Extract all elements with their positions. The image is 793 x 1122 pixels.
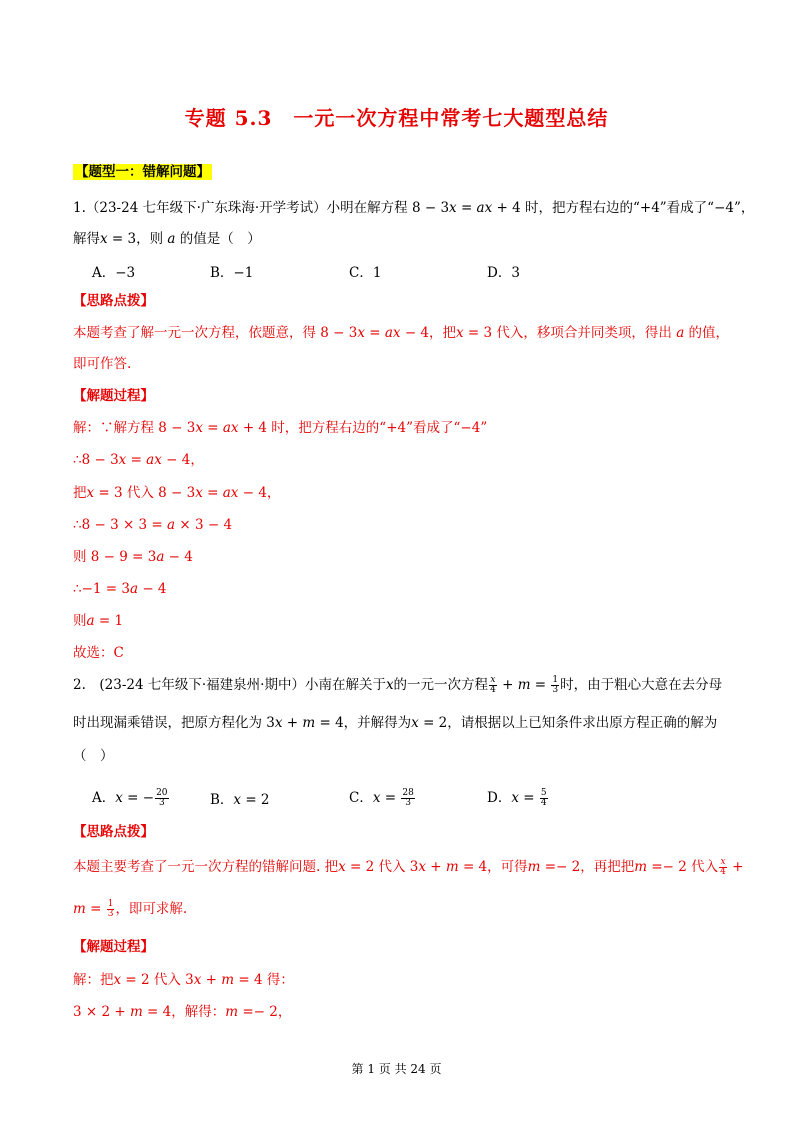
q2-step: 解：把𝑥 = 2 代入 3𝑥 + 𝑚 = 4 得：	[73, 972, 294, 988]
page-title: 专题 5.3 一元一次方程中常考七大题型总结	[184, 106, 609, 130]
q2-fraction-x-over-4: $\frac{\text{𝑥}}{4}$	[490, 675, 496, 695]
q2-option-d-fraction: $\frac{5}{4}$	[540, 788, 547, 808]
q1-option-c: C．1	[349, 265, 382, 281]
q1-step: 则𝑎 = 1	[73, 613, 124, 629]
q1-stem-line1: 1.（23-24 七年级下·广东珠海·开学考试）小明在解方程 8 − 3𝑥 = 𝑎𝑥 + 4 时，把方程右边的“+4”看成了“−4”，	[73, 200, 755, 216]
q1-step: ∴8 − 3𝑥 = 𝑎𝑥 − 4，	[73, 452, 204, 468]
q2-stem-text-c: 时，由于粗心大意在去分母	[560, 677, 723, 693]
q2-option-a: A．𝑥 = − $\frac{20}{3}$	[92, 788, 168, 808]
q1-option-a: A．−3	[92, 265, 136, 281]
q2-option-c: C．𝑥 = $\frac{28}{3}$	[349, 788, 414, 808]
q1-step: ∴−1 = 3𝑎 − 4	[73, 581, 167, 597]
q2-stem-line2: 时出现漏乘错误，把原方程化为 3𝑥 + 𝑚 = 4，并解得为𝑥 = 2，请根据以上已知条件求出原方程正确的解为	[73, 715, 718, 731]
q2-stem-text-a: 2. (23-24 七年级下·福建泉州·期中）小南在解关于𝑥的一元一次方程	[73, 677, 489, 693]
q2-hint-line1: 本题主要考查了一元一次方程的错解问题. 把𝑥 = 2 代入 3𝑥 + 𝑚 = 4，可得𝑚 =− 2，再把把𝑚 =− 2 代入 $\frac{\text{𝑥}}{4}$ +	[73, 857, 744, 877]
section-label	[73, 163, 723, 181]
q1-stem-line2: 解得𝑥 = 3，则 𝑎 的值是（ ）	[73, 231, 261, 247]
q2-hint-line2: 𝑚 = $\frac{1}{3}$ ，即可求解.	[73, 899, 188, 919]
q2-hint-fraction-x-over-4: $\frac{\text{𝑥}}{4}$	[720, 857, 726, 877]
q1-hint-label: 【思路点拨】	[73, 293, 154, 309]
q2-stem-text-b: + 𝑚 =	[497, 677, 551, 693]
q1-step: ∴8 − 3 × 3 = 𝑎 × 3 − 4	[73, 517, 233, 533]
q1-step: 把𝑥 = 3 代入 8 − 3𝑥 = 𝑎𝑥 − 4，	[73, 485, 281, 501]
q2-step: 3 × 2 + 𝑚 = 4，解得：𝑚 =− 2，	[73, 1004, 292, 1020]
q2-process-label: 【解题过程】	[73, 939, 154, 955]
q1-process-label: 【解题过程】	[73, 388, 154, 404]
q1-option-b: B．−1	[210, 265, 254, 281]
q1-step: 解：∵解方程 8 − 3𝑥 = 𝑎𝑥 + 4 时，把方程右边的“+4”看成了“−4”	[73, 420, 488, 436]
section-label-text: 【题型一：错解问题】	[75, 164, 210, 180]
q2-option-a-fraction: $\frac{20}{3}$	[156, 788, 168, 808]
q2-hint-fraction-1-over-3: $\frac{1}{3}$	[107, 899, 114, 919]
q1-step: 则 8 − 9 = 3𝑎 − 4	[73, 549, 193, 565]
q2-option-c-fraction: $\frac{28}{3}$	[402, 788, 414, 808]
q2-stem-line1	[73, 676, 723, 695]
q2-option-b: B．𝑥 = 2	[210, 792, 270, 808]
q1-step: 故选：C	[73, 645, 124, 661]
q2-option-d: D．𝑥 = $\frac{5}{4}$	[487, 788, 547, 808]
q1-hint-line2: 即可作答.	[73, 356, 132, 372]
q1-hint-line1: 本题考查了解一元一次方程，依题意，得 8 − 3𝑥 = 𝑎𝑥 − 4，把𝑥 = 3 代入，移项合并同类项，得出 𝑎 的值，	[73, 325, 730, 341]
q1-option-d: D．3	[487, 265, 520, 281]
q2-fraction-1-over-3: $\frac{1}{3}$	[552, 675, 559, 695]
q2-hint-label: 【思路点拨】	[73, 824, 154, 840]
q2-stem-line3: （ ）	[73, 748, 114, 764]
page-footer: 第 1 页 共 24 页	[351, 1062, 442, 1076]
